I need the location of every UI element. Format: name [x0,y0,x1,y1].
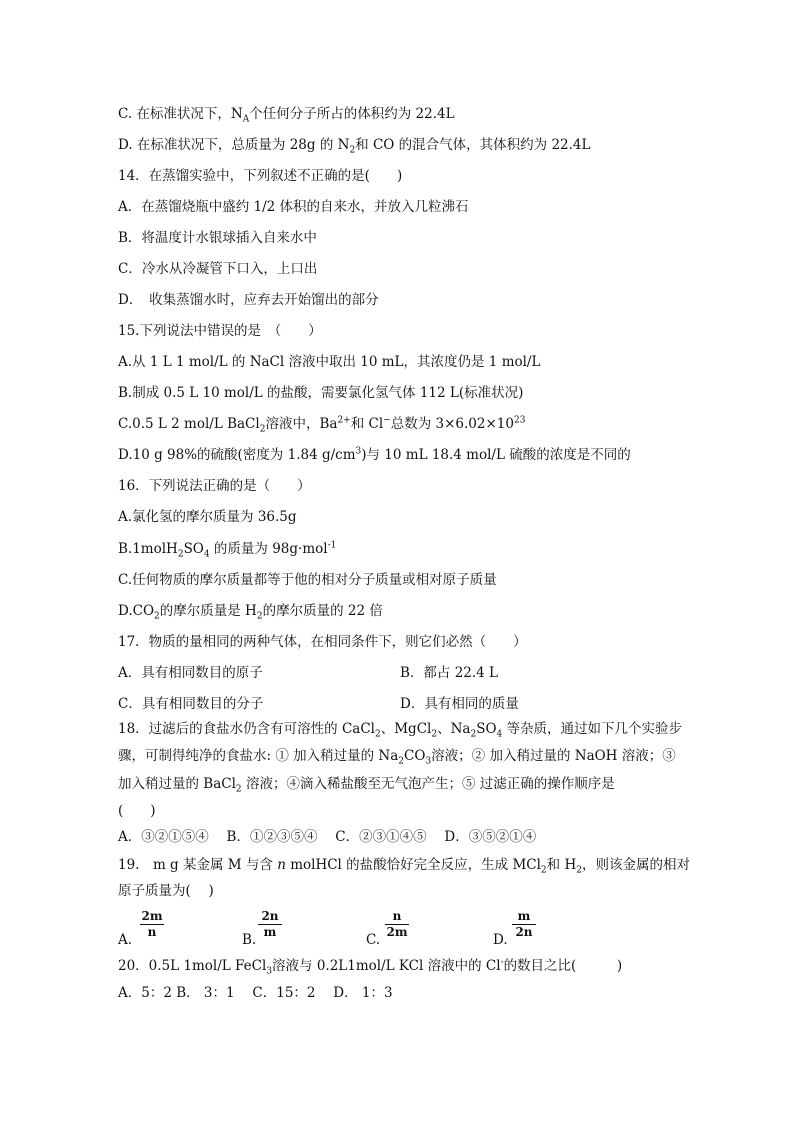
question-19-line2: 原子质量为( ) [118,883,214,899]
question-15: 15.下列说法中错误的是 （ ） [118,323,322,339]
question-16: 16．下列说法正确的是（ ） [118,478,311,494]
option-16d: $D.CO_2$的摩尔质量是 $H_2$的摩尔质量的 22 倍 [118,603,383,622]
option-17b: B．都占 22.4 L [400,665,499,681]
option-17c: C．具有相同数目的分子 [118,696,264,712]
option-19d-label: D. [493,932,508,948]
option-19b-fraction: $\frac{2n}{m}$ [258,910,282,939]
option-13d: D. 在标准状况下，总质量为 28g 的 $N_2$和 CO 的混合气体，其体积约为 22.4L [118,137,591,156]
option-16b: $B.1molH_2SO_4$ 的质量为 98g·mol$^{-1}$ [118,540,337,560]
option-14a: A．在蒸馏烧瓶中盛约 1/2 体积的自来水，并放入几粒沸石 [118,199,469,215]
question-19-line1: 19. m g 某金属 M 与含 n molHCl 的盐酸恰好完全反应，生成 MCl$_2$和 $H_2$，则该金属的相对 [118,857,690,876]
option-19c-fraction: $\frac{n}{2m}$ [386,909,408,939]
option-14c: C．冷水从冷凝管下口入，上口出 [118,261,318,277]
option-15b: B.制成 0.5 L 10 mol/L 的盐酸，需要氯化氢气体 112 L(标准状况) [118,385,524,401]
option-15a: A.从 1 L 1 mol/L 的 NaCl 溶液中取出 10 mL，其浓度仍是 1 mol/L [118,354,541,370]
question-18-line2: 骤，可制得纯净的食盐水: ① 加入稍过量的 $Na_2CO_3$溶液；② 加入稍过量的 NaOH 溶液；③ [118,748,676,767]
option-19b-label: B. [242,932,257,948]
option-13c: C. 在标准状况下，$N_A$个任何分子所占的体积约为 22.4L [118,106,455,125]
question-18-line1: 18．过滤后的食盐水仍含有可溶性的 CaCl$_2$、MgCl$_2$、$Na_2SO_4$ 等杂质，通过如下几个实验步 [118,721,683,740]
option-15c: C.0.5 L 2 mol/L BaCl$_2$溶液中，$Ba^{2+}$和 Cl−总数为 $3\times 6.02\times 10^{23}$ [118,415,526,435]
option-19a-fraction: $\frac{2m}{n}$ [141,909,163,939]
option-19a-label: A. [118,932,133,948]
option-16c: C.任何物质的摩尔质量都等于他的相对分子质量或相对原子质量 [118,572,497,588]
option-15d: D.10 g 98%的硫酸(密度为 1.84 $g/cm^3$)与 10 mL 18.4 mol/L 硫酸的浓度是不同的 [118,446,631,463]
option-14b: B．将温度计水银球插入自来水中 [118,230,317,246]
options-20: A．5：2 B． 3：1 C．15：2 D． 1：3 [118,985,393,1001]
option-17a: A．具有相同数目的原子 [118,665,263,681]
question-14: 14．在蒸馏实验中，下列叙述不正确的是( ) [118,168,403,184]
question-18-line3: 加入稍过量的 BaCl$_2$ 溶液；④滴入稀盐酸至无气泡产生；⑤ 过滤正确的操作顺序是 [118,776,615,795]
options-18: A．③②①⑤④ B．①②③⑤④ C．②③①④⑤ D．③⑤②①④ [118,829,537,845]
question-17: 17．物质的量相同的两种气体，在相同条件下，则它们必然（ ） [118,634,527,650]
option-19d-fraction: $\frac{m}{2n}$ [512,910,536,939]
option-14d: D． 收集蒸馏水时，应弃去开始馏出的部分 [118,292,379,308]
option-19c-label: C. [366,932,381,948]
question-18-line4: ( ) [118,803,156,819]
option-17d: D．具有相同的质量 [400,696,519,712]
option-16a: A.氯化氢的摩尔质量为 36.5g [118,509,297,525]
question-20: 20．0.5L 1mol/L FeCl$_3$溶液与 0.2L1mol/L KCl 溶液中的 Cl-的数目之比( ) [118,957,623,977]
